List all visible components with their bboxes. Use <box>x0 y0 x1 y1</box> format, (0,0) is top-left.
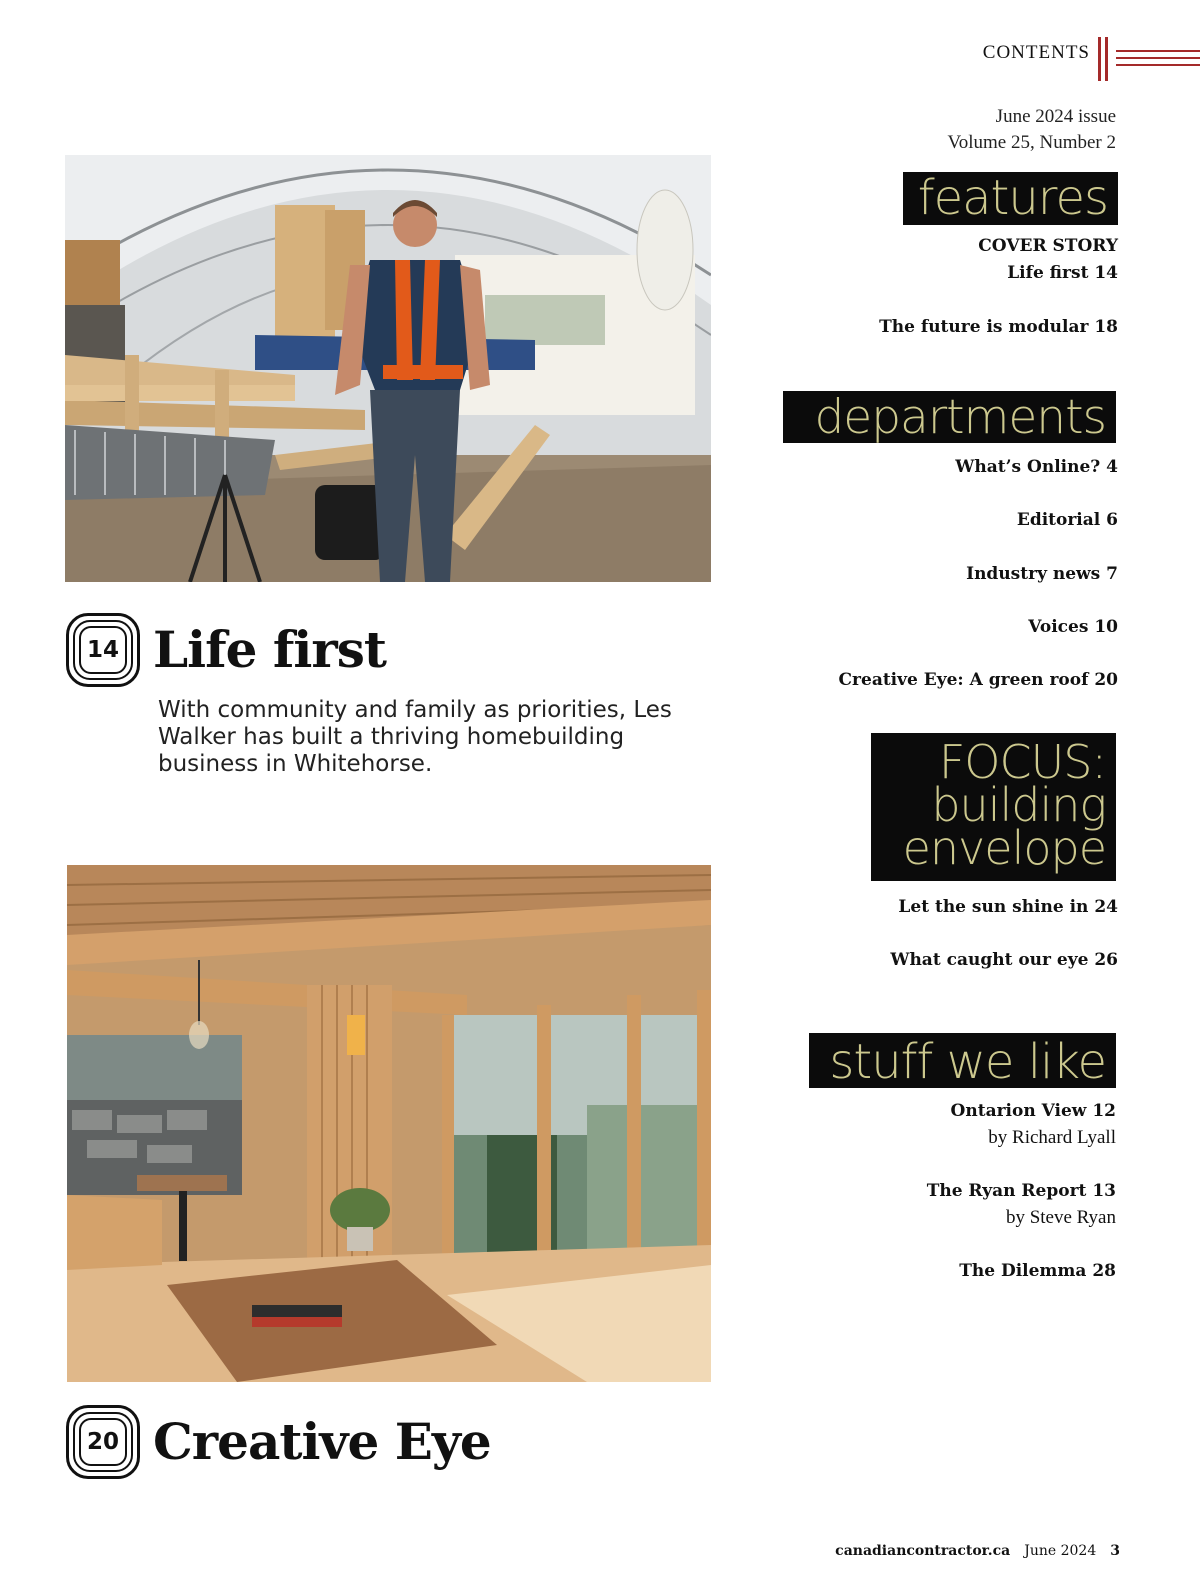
volume-number: Volume 25, Number 2 <box>947 132 1116 153</box>
footer-page-number: 3 <box>1110 1543 1120 1559</box>
footer-date: June 2024 <box>1024 1543 1097 1559</box>
footer-site[interactable]: canadiancontractor.ca <box>835 1543 1011 1559</box>
toc-ryan-report[interactable]: The Ryan Report 13 <box>926 1181 1116 1201</box>
byline-richard-lyall: by Richard Lyall <box>988 1127 1116 1148</box>
toc-sun-shine[interactable]: Let the sun shine in 24 <box>898 897 1118 917</box>
feature-title-creative-eye[interactable]: Creative Eye <box>153 1412 491 1471</box>
toc-future-modular[interactable]: The future is modular 18 <box>879 317 1118 337</box>
feature-title-life-first[interactable]: Life first <box>153 620 386 679</box>
badge-number: 20 <box>86 1429 119 1455</box>
issue-date: June 2024 issue <box>995 106 1116 127</box>
toc-ontarion-view[interactable]: Ontarion View 12 <box>950 1101 1116 1121</box>
toc-creative-eye[interactable]: Creative Eye: A green roof 20 <box>838 670 1118 690</box>
focus-heading-line-1: FOCUS: <box>938 735 1106 789</box>
byline-steve-ryan: by Steve Ryan <box>1005 1207 1116 1228</box>
toc-caught-eye[interactable]: What caught our eye 26 <box>890 950 1118 970</box>
focus-heading-line-3: envelope <box>902 821 1106 875</box>
section-heading-focus <box>871 733 1116 881</box>
photo-workshop <box>65 155 711 582</box>
header-accent-bars <box>1098 37 1200 81</box>
toc-editorial[interactable]: Editorial 6 <box>1016 510 1118 530</box>
contents-label: CONTENTS <box>982 42 1090 63</box>
section-heading-stuff: stuff we like <box>809 1033 1116 1088</box>
page-badge-20 <box>66 1405 140 1479</box>
focus-heading-line-2: building <box>931 778 1106 832</box>
photo-interior <box>67 865 711 1382</box>
footer <box>835 1543 1120 1559</box>
section-heading-features: features <box>903 172 1118 225</box>
toc-industry-news[interactable]: Industry news 7 <box>966 564 1118 584</box>
toc-dilemma[interactable]: The Dilemma 28 <box>959 1261 1116 1281</box>
issue-info <box>947 104 1116 156</box>
section-heading-departments: departments <box>783 391 1116 443</box>
toc-life-first[interactable]: Life first 14 <box>1007 263 1118 283</box>
toc-cover-story[interactable]: COVER STORY <box>978 236 1118 256</box>
toc-whats-online[interactable]: What’s Online? 4 <box>955 457 1118 477</box>
badge-number: 14 <box>86 637 119 663</box>
toc-voices[interactable]: Voices 10 <box>1028 617 1118 637</box>
feature-description: With community and family as priorities, Les Walker has built a thriving homebuilding business in Whitehorse. <box>158 697 672 777</box>
page-badge-14 <box>66 613 140 687</box>
